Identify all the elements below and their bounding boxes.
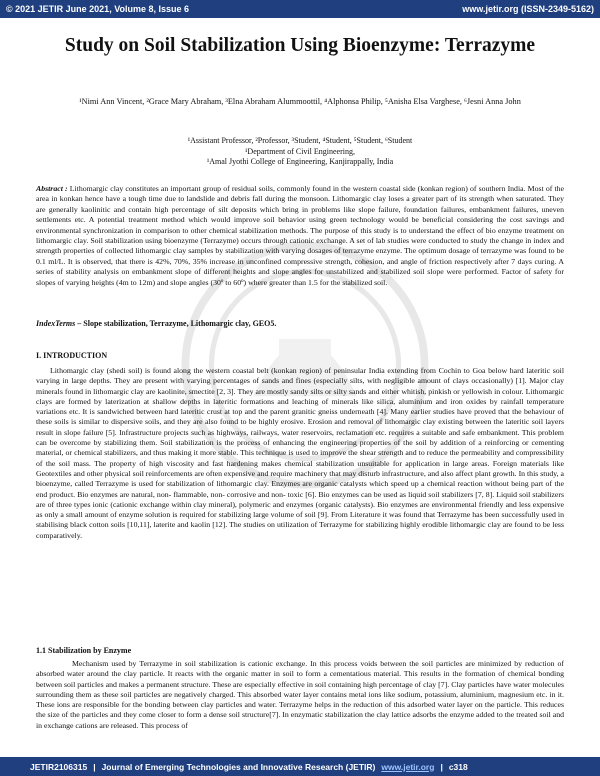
footer-journal: Journal of Emerging Technologies and Innovative Research (JETIR) — [101, 761, 376, 772]
abstract-label: Abstract : — [36, 184, 68, 193]
footer-url-link[interactable]: www.jetir.org — [381, 761, 435, 772]
stabilization-paragraph: Mechanism used by Terrazyme in soil stabilization is cationic exchange. In this process voids between the soil particles are minimized by reduction of absorbed water around the clay particle. It reacts with the organic matter in soil to form a cementatious material. This results in the formation of chemical bonding between soil particles and makes a permanent structure. These are especially effective in soil containing high percentage of clay [7]. Clay particles have water molecules surrounding them as these soil particles are negatively charged. This absorbed water layer contains metal ions like sodium, potassium, aluminium, magnesium etc. in it. These ions are responsible for the bonding between clay particles and water. Terrazyme helps in the reduction of this adsorbed water layer on the particle. This reduces the size of the particles and they come closer to form a dense soil structure[7]. In enzymatic stabilization the clay lattice adsorbs the enzyme added to the treated soil and in exchange cations are released. This process of — [36, 659, 564, 730]
author-list: ¹Nimi Ann Vincent, ²Grace Mary Abraham, ³Elna Abraham Alummoottil, ⁴Alphonsa Philip, ⁵Anisha Elsa Varghese, ⁶Jesni Anna John — [79, 97, 521, 106]
page-header — [0, 0, 600, 18]
header-left: © 2021 JETIR June 2021, Volume 8, Issue 6 — [6, 4, 190, 14]
affiliation-college: ¹Amal Jyothi College of Engineering, Kanjirappally, India — [206, 157, 394, 167]
footer-page: c318 — [448, 761, 468, 772]
paper-title: Study on Soil Stabilization Using Bioenzyme: Terrazyme — [64, 35, 536, 56]
footer-separator: | — [93, 761, 96, 772]
affiliation-roles: ¹Assistant Professor, ²Professor, ³Student, ⁴Student, ⁵Student, ⁶Student — [187, 136, 413, 145]
index-terms-label: IndexTerms — [36, 319, 76, 328]
abstract-text: Lithomargic clay constitutes an important group of residual soils, commonly found in the western coastal side (konkan region) of southern India. Most of the area in konkan hence have a tough time due to landslide and debris fall during the monsoon. Lithomargic clay loses a greater part of its strength when saturated. They are generally kaolinitic and contain high percentage of silt deposits which bring in problems like slope failure, foundation failures, embankment failures, uneven settlements etc. A potential treatment method which would improve soil behavior using green technology would be beneficial considering the cost savings and environmental synchronization in comparison to other chemical stabilization methods. The purpose of this study is to understand the effect of bio enzyme treatment on lithomargic clay. Soil stabilization using bioenzyme (Terrazyme) occurs through cationic exchange. A set of lab studies were conducted to study the change in index and strength properties of collected lithomargic clay samples by stabilization with varying dosages of terrazyme enzyme. The optimum dosage of terrazyme was found to be 0.1 ml/L. It is observed, that there is 42%, 70%, 35% increase in unconfined compressive strength, cohesion, and angle of friction respectively after 7 days curing. A series of stability analysis on embankment slope of different heights and slope angles for unstabilized and stabilized soil slope were performed. Factor of safety for slopes of varying heights (4m to 12m) and slope angles (30º to 60º) where greater than 1.5 for the stabilized soil. — [36, 184, 565, 287]
footer-separator: | — [440, 761, 443, 772]
section-heading-introduction: I. INTRODUCTION — [36, 351, 108, 360]
index-terms — [36, 319, 564, 330]
section-heading-stabilization: 1.1 Stabilization by Enzyme — [36, 646, 132, 655]
page-footer — [0, 757, 600, 776]
header-right: www.jetir.org (ISSN-2349-5162) — [462, 4, 594, 14]
affiliations — [80, 136, 520, 168]
introduction-paragraph: Lithomargic clay (shedi soil) is found along the western coastal belt (konkan region) of peninsular India extending from Cochin to Goa below hard lateritic soil varying in large depths. They are present with varying percentages of sands and fines (especially silts, with negligible amount of clays occasionally) [1]. Major clay minerals found in lithomargic clay are kaolinite, smectite [2, 3]. They are mostly sandy silts or silty sands and either whitish, pinkish or yellowish in colour. Lithomargic clays are formed by laterization at shallow depths in lateritic formations and leaching of minerals like silica, aluminium and iron oxides by rainfall temperature variations etc. It is sandwiched between hard lateritic crust at top and the parent granitic gneiss underneath [4]. Many earlier studies have proved that the behaviour of these soils is similar to dispersive soils, and they are also found to be highly erosive. Erosion and removal of lithomargic clay existing between the lateritic soil layers result in slope failure [5]. Infrastructure projects such as highways, railways, water reservoirs, reclamation etc. requires a suitable and safe embankment. This problem can be overcome by stabilizing them. Soil stabilization is the process of enhancing the engineering properties of the soil by addition of a reinforcing or cementing material, or chemical stabilizers, and thus making it more stable. This technique is used to improve the shear strength and to reduce the permeability and compressibility of the soil mass. The property of high viscosity and fast hardening makes chemical stabilization unsuitable for application in large areas. Foreign materials like Geotextiles and other physical soil reinforcements are often expensive and require machinery that may disturb infrastructure, and also affect plant growth. In this study, a bioenzyme, called Terrazyme is used for stabilization of lithomargic clay. Enzymes are organic catalysts which speed up a chemical reaction without being part of the end product. Bio enzymes are natural, non- flammable, non- corrosive and non- toxic [6]. Bio enzymes can be used as liquid soil stabilizers [7, 8]. Liquid soil stabilizers are of three types ionic (cationic exchange within clay mineral), polymeric and enzymes (organic catalysts). Bio enzymes are environmental friendly and less expensive as only a small amount of enzyme solution is required for stabilizing large volume of soil [9]. From Literature it was found that Terrazyme has been successfully used in stabilising black cotton soils [10,11], laterite and kaolin [12]. The studies on utilization of Terrazyme for stabilizing highly erodible lithomargic clay are found to be less comparatively. — [36, 366, 564, 540]
abstract — [36, 184, 564, 288]
footer-id: JETIR2106315 — [30, 761, 88, 772]
index-terms-text: – Slope stabilization, Terrazyme, Lithomargic clay, GEO5. — [77, 319, 277, 328]
affiliation-department: ¹Department of Civil Engineering, — [245, 146, 355, 156]
